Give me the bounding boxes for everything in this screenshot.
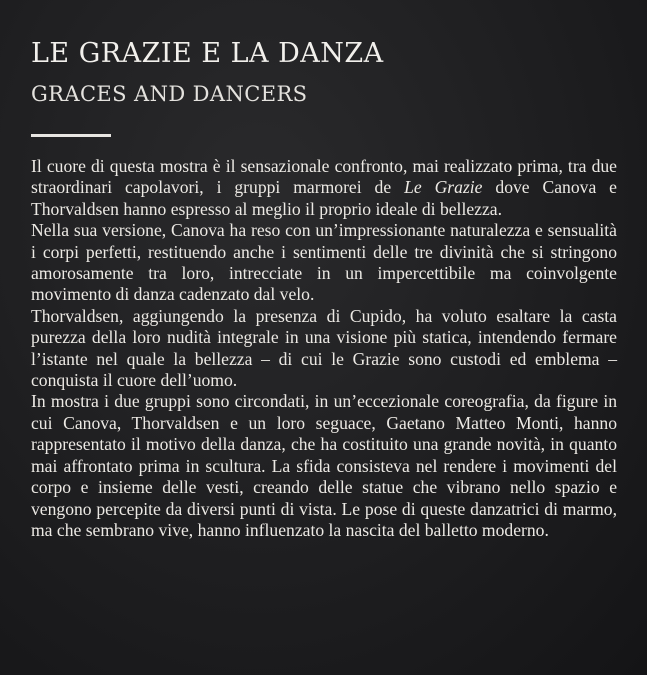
paragraph-canova: Nella sua versione, Canova ha reso con un’impressionante naturalezza e sensualità i corpi perfetti, restituendo anche i sentimenti delle tre divinità che si stringono amorosamente tra loro, intrecciate in un impercettibile ma coinvolgente movimento di danza cadenzato dal velo. — [31, 220, 617, 305]
artwork-title-italic: Le Grazie — [404, 177, 483, 198]
paragraph-thorvaldsen: Thorvaldsen, aggiungendo la presenza di Cupido, ha voluto esaltare la casta purezza della loro nudità integrale in una visione più statica, intendendo fermare l’istante nel quale la bellezza – di cui le Grazie sono custodi ed emblema – conquista il cuore dell’uomo. — [31, 305, 617, 391]
paragraph-intro-end: dove Canova e Thorvaldsen hanno espresso al meglio il proprio ideale di bellezza. — [31, 177, 617, 219]
panel-title: LE GRAZIE E LA DANZA — [31, 38, 384, 69]
paragraph-intro — [31, 156, 617, 220]
paragraph-dance: In mostra i due gruppi sono circondati, in un’eccezionale coreografia, da figure in cui Canova, Thorvaldsen e un loro seguace, Gaetano Matteo Monti, hanno rappresentato il motivo della danza, che ha costituito una grande novità, in quanto mai affrontato prima in scultura. La sfida consisteva nel rendere i movimenti del corpo e insieme delle vesti, creando delle statue che vibrano nello spazio e vengono percepite da diversi punti di vista. Le pose di queste danzatrici di marmo, ma che sembrano vive, hanno influenzato la nascita del balletto moderno. — [31, 391, 617, 540]
panel-subtitle: GRACES AND DANCERS — [31, 82, 308, 106]
title-divider — [31, 134, 111, 137]
paragraph-intro-start: Il cuore di questa mostra è il sensazionale confronto, mai realizzato prima, tra due straordinari capolavori, i gruppi marmorei de — [31, 156, 617, 198]
panel-body-text — [31, 156, 617, 541]
